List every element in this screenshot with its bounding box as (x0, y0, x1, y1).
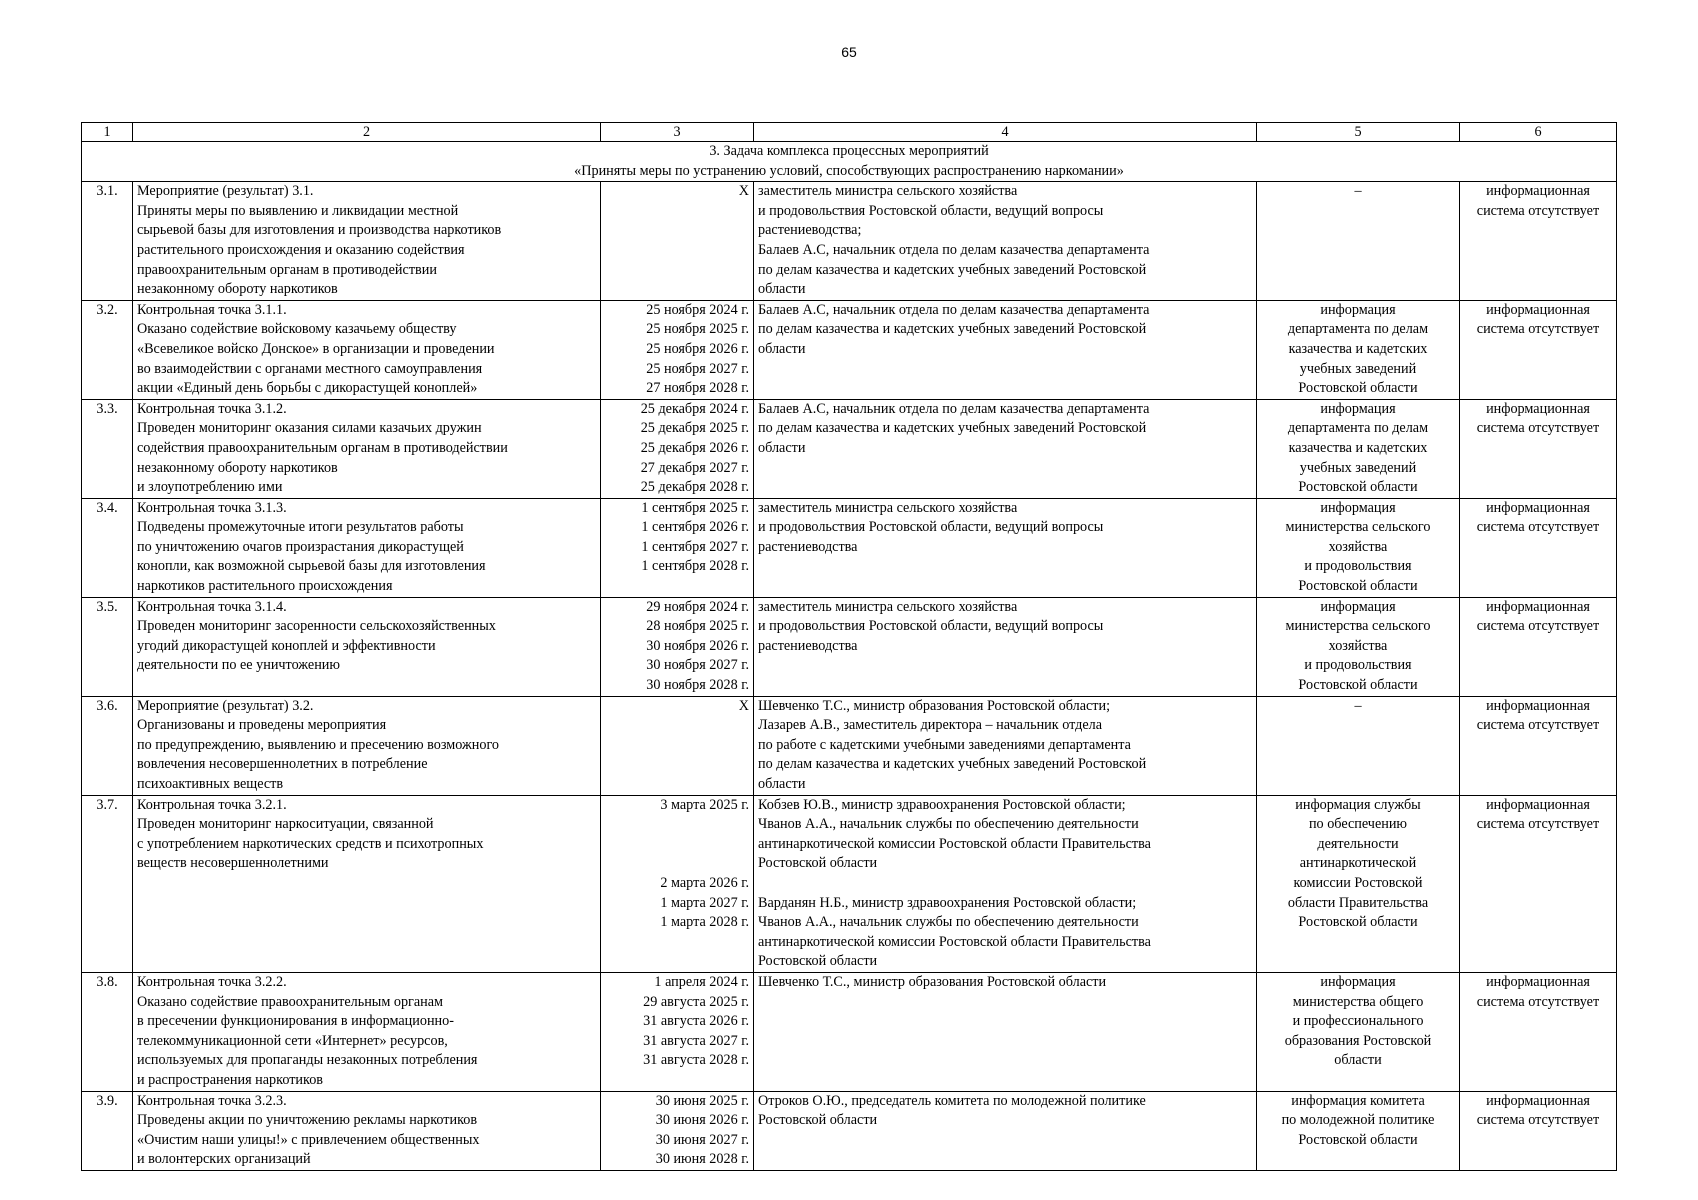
cell-line: – (1354, 183, 1362, 200)
cell-line: психоактивных веществ (137, 776, 284, 792)
information-system (1460, 972, 1617, 1091)
cell-line: области (758, 340, 806, 357)
row-number: 3.2. (82, 300, 133, 399)
cell-line: антинаркотической комиссии Ростовской области Правительства (758, 933, 1151, 950)
cell-line: казачества и кадетских (1288, 340, 1428, 357)
cell-line: Оказано содействие войсковому казачьему обществу (137, 321, 457, 338)
header-cell: 6 (1460, 123, 1617, 142)
cell-line: и продовольствия (1304, 657, 1412, 674)
cell-line: акции «Единый день борьбы с дикорастущей коноплей» (137, 380, 478, 397)
row-number: 3.8. (82, 972, 133, 1091)
deadline-dates (601, 498, 754, 597)
cell-line: 25 декабря 2025 г. (640, 420, 749, 437)
cell-line: – (1354, 697, 1362, 714)
table-row (82, 795, 1617, 972)
table-row (82, 1091, 1617, 1170)
cell-line: 28 ноября 2025 г. (646, 618, 749, 635)
cell-line: Ростовской области (758, 953, 878, 970)
table-row (82, 399, 1617, 498)
cell-line: министерства сельского (1285, 618, 1431, 635)
deadline-dates (601, 696, 754, 795)
cell-line: 1 марта 2028 г. (660, 914, 749, 931)
cell-line: Контрольная точка 3.2.1. (137, 796, 287, 813)
cell-line: информационная (1486, 400, 1590, 417)
cell-line: и волонтерских организаций (137, 1151, 311, 1168)
cell-line: во взаимодействии с органами местного самоуправления (137, 360, 483, 377)
cell-line: образования Ростовской (1284, 1032, 1432, 1049)
cell-line: 25 декабря 2026 г. (640, 439, 749, 456)
confirming-document (1257, 696, 1460, 795)
cell-line: Контрольная точка 3.1.1. (137, 301, 287, 318)
cell-line: 30 ноября 2028 г. (646, 677, 749, 694)
cell-line: Ростовской области (1298, 677, 1418, 694)
cell-line: X (738, 697, 749, 714)
table-row (82, 300, 1617, 399)
cell-line: информационная (1486, 973, 1590, 990)
cell-line: Ростовской области (1298, 578, 1418, 595)
confirming-document (1257, 182, 1460, 301)
confirming-document (1257, 300, 1460, 399)
deadline-dates (601, 1091, 754, 1170)
cell-line: «Очистим наши улицы!» с привлечением общественных (137, 1131, 480, 1148)
cell-line: и распространения наркотиков (137, 1071, 323, 1088)
cell-line: информация комитета (1291, 1092, 1425, 1109)
cell-line: 30 июня 2025 г. (655, 1092, 749, 1109)
measure-description (133, 1091, 601, 1170)
cell-line: с употреблением наркотических средств и психотропных (137, 835, 484, 852)
responsible-persons (754, 1091, 1257, 1170)
cell-line: веществ несовершеннолетними (137, 855, 329, 872)
measures-table (81, 122, 1617, 1171)
cell-line: телекоммуникационной сети «Интернет» ресурсов, (137, 1032, 448, 1049)
cell-line: по обеспечению (1308, 816, 1408, 833)
cell-line: содействия правоохранительным органам в противодействии (137, 439, 508, 456)
confirming-document (1257, 1091, 1460, 1170)
cell-line: Чванов А.А., начальник службы по обеспечению деятельности (758, 914, 1139, 931)
cell-line: министерства общего (1292, 993, 1424, 1010)
information-system (1460, 399, 1617, 498)
cell-line: 30 июня 2027 г. (655, 1131, 749, 1148)
measure-description (133, 300, 601, 399)
cell-line: Контрольная точка 3.1.2. (137, 400, 287, 417)
responsible-persons (754, 498, 1257, 597)
cell-line: 25 ноября 2026 г. (646, 340, 749, 357)
header-row (82, 123, 1617, 142)
cell-line: Чванов А.А., начальник службы по обеспечению деятельности (758, 816, 1139, 833)
table-row (82, 597, 1617, 696)
page-number: 65 (841, 44, 857, 60)
cell-line: угодий дикорастущей коноплей и эффективности (137, 637, 436, 654)
cell-line: комиссии Ростовской (1293, 874, 1423, 891)
cell-line: X (738, 183, 749, 200)
cell-line: информационная (1486, 796, 1590, 813)
row-number: 3.3. (82, 399, 133, 498)
cell-line: 27 ноября 2028 г. (646, 380, 749, 397)
cell-line: информационная (1486, 1092, 1590, 1109)
cell-line: Контрольная точка 3.2.2. (137, 973, 287, 990)
cell-line (605, 854, 749, 874)
cell-line: Проведены акции по уничтожению рекламы наркотиков (137, 1112, 478, 1129)
row-number: 3.1. (82, 182, 133, 301)
cell-line: система отсутствует (1476, 1112, 1600, 1129)
cell-line: по делам казачества и кадетских учебных заведений Ростовской (758, 261, 1147, 278)
cell-line (605, 815, 749, 835)
cell-line: информационная (1486, 499, 1590, 516)
row-number: 3.5. (82, 597, 133, 696)
cell-line: правоохранительным органам в противодействии (137, 261, 437, 278)
header-cell: 4 (754, 123, 1257, 142)
measure-description (133, 795, 601, 972)
cell-line: учебных заведений (1299, 459, 1417, 476)
cell-line: «Всевеликое войско Донское» в организации и проведении (137, 340, 495, 357)
table-row (82, 498, 1617, 597)
row-number: 3.6. (82, 696, 133, 795)
cell-line: информация (1320, 400, 1396, 417)
cell-line: система отсутствует (1476, 420, 1600, 437)
cell-line: система отсутствует (1476, 993, 1600, 1010)
cell-line: используемых для пропаганды незаконных потребления (137, 1052, 478, 1069)
cell-line: Шевченко Т.С., министр образования Ростовской области; (758, 697, 1111, 714)
cell-line: по делам казачества и кадетских учебных заведений Ростовской (758, 756, 1147, 773)
measure-description (133, 498, 601, 597)
cell-line: по делам казачества и кадетских учебных заведений Ростовской (758, 321, 1147, 338)
cell-line: 25 декабря 2028 г. (640, 479, 749, 496)
information-system (1460, 795, 1617, 972)
cell-line: 3 марта 2025 г. (660, 796, 749, 813)
cell-line: заместитель министра сельского хозяйства (758, 183, 1018, 200)
cell-line: департамента по делам (1287, 321, 1429, 338)
table-row (82, 696, 1617, 795)
cell-line: деятельности по ее уничтожению (137, 657, 341, 674)
confirming-document (1257, 597, 1460, 696)
measure-description (133, 972, 601, 1091)
confirming-document (1257, 795, 1460, 972)
information-system (1460, 597, 1617, 696)
cell-line: Кобзев Ю.В., министр здравоохранения Ростовской области; (758, 796, 1126, 813)
cell-line: система отсутствует (1476, 321, 1600, 338)
table-row (82, 182, 1617, 301)
cell-line: незаконному обороту наркотиков (137, 281, 338, 298)
information-system (1460, 498, 1617, 597)
cell-line: 30 июня 2028 г. (655, 1151, 749, 1168)
cell-line: 30 ноября 2026 г. (646, 637, 749, 654)
cell-line: Ростовской области (758, 855, 878, 872)
task-title (82, 142, 1617, 182)
deadline-dates (601, 597, 754, 696)
row-number: 3.7. (82, 795, 133, 972)
measure-description (133, 182, 601, 301)
responsible-persons (754, 597, 1257, 696)
cell-line: учебных заведений (1299, 360, 1417, 377)
header-cell: 2 (133, 123, 601, 142)
cell-line: 1 сентября 2027 г. (641, 538, 749, 555)
cell-line: информационная (1486, 183, 1590, 200)
cell-line: Ростовской области (758, 1112, 878, 1129)
cell-line: по делам казачества и кадетских учебных заведений Ростовской (758, 420, 1147, 437)
cell-line: хозяйства (1328, 637, 1388, 654)
cell-line: и продовольствия Ростовской области, ведущий вопросы (758, 519, 1104, 536)
cell-line: 1 апреля 2024 г. (654, 973, 749, 990)
cell-line: Подведены промежуточные итоги результатов работы (137, 519, 464, 536)
cell-line: вовлечения несовершеннолетних в потребление (137, 756, 428, 773)
cell-line: Мероприятие (результат) 3.1. (137, 183, 314, 200)
cell-line: Варданян Н.Б., министр здравоохранения Ростовской области; (758, 894, 1137, 911)
cell-line: области Правительства (1287, 894, 1429, 911)
cell-line: информация службы (1295, 796, 1421, 813)
cell-line: 25 декабря 2024 г. (640, 400, 749, 417)
cell-line: Проведен мониторинг наркоситуации, связанной (137, 816, 434, 833)
cell-line: 1 марта 2027 г. (660, 894, 749, 911)
deadline-dates (601, 182, 754, 301)
cell-line: информационная (1486, 697, 1590, 714)
row-number: 3.4. (82, 498, 133, 597)
cell-line: Проведен мониторинг оказания силами казачьих дружин (137, 420, 482, 437)
cell-line: Ростовской области (1298, 1131, 1418, 1148)
cell-line: 1 сентября 2025 г. (641, 499, 749, 516)
cell-line: 2 марта 2026 г. (660, 874, 749, 891)
task-title-line: 3. Задача комплекса процессных мероприятий (709, 143, 989, 159)
cell-line: 31 августа 2026 г. (643, 1013, 749, 1030)
cell-line: система отсутствует (1476, 618, 1600, 635)
cell-line: и злоупотреблению ими (137, 479, 283, 496)
cell-line: области (1334, 1052, 1382, 1069)
measure-description (133, 399, 601, 498)
cell-line: по уничтожению очагов произрастания дикорастущей (137, 538, 464, 555)
cell-line: по молодежной политике (1281, 1112, 1435, 1129)
measure-description (133, 696, 601, 795)
cell-line: в пресечении функционирования в информационно- (137, 1013, 454, 1030)
confirming-document (1257, 498, 1460, 597)
information-system (1460, 696, 1617, 795)
deadline-dates (601, 300, 754, 399)
cell-line: Ростовской области (1298, 914, 1418, 931)
table-row (82, 972, 1617, 1091)
responsible-persons (754, 972, 1257, 1091)
cell-line (758, 874, 1252, 894)
cell-line: деятельности (1317, 835, 1399, 852)
cell-line: 25 ноября 2025 г. (646, 321, 749, 338)
cell-line: антинаркотической (1299, 855, 1417, 872)
deadline-dates (601, 972, 754, 1091)
cell-line: Мероприятие (результат) 3.2. (137, 697, 314, 714)
cell-line: области (758, 776, 806, 792)
cell-line: 25 ноября 2027 г. (646, 360, 749, 377)
confirming-document (1257, 972, 1460, 1091)
cell-line: области (758, 281, 806, 298)
information-system (1460, 1091, 1617, 1170)
cell-line: Контрольная точка 3.1.4. (137, 598, 287, 615)
cell-line: Балаев А.С, начальник отдела по делам казачества департамента (758, 241, 1150, 258)
cell-line: Оказано содействие правоохранительным органам (137, 993, 444, 1010)
row-number: 3.9. (82, 1091, 133, 1170)
cell-line: система отсутствует (1476, 717, 1600, 734)
cell-line: заместитель министра сельского хозяйства (758, 499, 1018, 516)
cell-line: Ростовской области (1298, 479, 1418, 496)
cell-line: информационная (1486, 598, 1590, 615)
cell-line: по работе с кадетскими учебными заведениями департамента (758, 736, 1131, 753)
responsible-persons (754, 399, 1257, 498)
cell-line: растительного происхождения и оказанию содействия (137, 241, 465, 258)
cell-line: департамента по делам (1287, 420, 1429, 437)
cell-line: по предупреждению, выявлению и пресечению возможного (137, 736, 500, 753)
cell-line: 1 сентября 2028 г. (641, 558, 749, 575)
cell-line: информация (1320, 598, 1396, 615)
deadline-dates (601, 399, 754, 498)
cell-line: информация (1320, 301, 1396, 318)
cell-line: Организованы и проведены мероприятия (137, 717, 387, 734)
cell-line: Проведен мониторинг засоренности сельскохозяйственных (137, 618, 496, 635)
information-system (1460, 182, 1617, 301)
cell-line (605, 835, 749, 855)
measure-description (133, 597, 601, 696)
cell-line: 29 ноября 2024 г. (646, 598, 749, 615)
cell-line: 31 августа 2027 г. (643, 1032, 749, 1049)
cell-line: сырьевой базы для изготовления и производства наркотиков (137, 222, 502, 239)
cell-line: 31 августа 2028 г. (643, 1052, 749, 1069)
header-cell: 5 (1257, 123, 1460, 142)
cell-line: растениеводства (758, 538, 858, 555)
cell-line: растениеводства (758, 637, 858, 654)
cell-line: информация (1320, 973, 1396, 990)
responsible-persons (754, 300, 1257, 399)
cell-line: Контрольная точка 3.2.3. (137, 1092, 287, 1109)
cell-line: казачества и кадетских (1288, 439, 1428, 456)
cell-line: 30 ноября 2027 г. (646, 657, 749, 674)
responsible-persons (754, 696, 1257, 795)
cell-line: 30 июня 2026 г. (655, 1112, 749, 1129)
cell-line: Ростовской области (1298, 380, 1418, 397)
cell-line: Контрольная точка 3.1.3. (137, 499, 287, 516)
cell-line: Балаев А.С, начальник отдела по делам казачества департамента (758, 400, 1150, 417)
task-row (82, 142, 1617, 182)
cell-line: антинаркотической комиссии Ростовской области Правительства (758, 835, 1151, 852)
cell-line: Лазарев А.В., заместитель директора – начальник отдела (758, 717, 1103, 734)
responsible-persons (754, 795, 1257, 972)
header-cell: 3 (601, 123, 754, 142)
cell-line: растениеводства; (758, 222, 862, 239)
cell-line: 27 декабря 2027 г. (640, 459, 749, 476)
cell-line: и продовольствия (1304, 558, 1412, 575)
header-cell: 1 (82, 123, 133, 142)
information-system (1460, 300, 1617, 399)
cell-line: информационная (1486, 301, 1590, 318)
cell-line: наркотиков растительного происхождения (137, 578, 393, 595)
cell-line: система отсутствует (1476, 519, 1600, 536)
cell-line: министерства сельского (1285, 519, 1431, 536)
cell-line: система отсутствует (1476, 202, 1600, 219)
cell-line: Отроков О.Ю., председатель комитета по молодежной политике (758, 1092, 1146, 1109)
cell-line: незаконному обороту наркотиков (137, 459, 338, 476)
task-title-line: «Приняты меры по устранению условий, способствующих распространению наркомании» (574, 162, 1124, 179)
cell-line: и продовольствия Ростовской области, ведущий вопросы (758, 202, 1104, 219)
cell-line: и профессионального (1292, 1013, 1424, 1030)
cell-line: система отсутствует (1476, 816, 1600, 833)
cell-line: хозяйства (1328, 538, 1388, 555)
confirming-document (1257, 399, 1460, 498)
cell-line: и продовольствия Ростовской области, ведущий вопросы (758, 618, 1104, 635)
cell-line: Шевченко Т.С., министр образования Ростовской области (758, 973, 1107, 990)
cell-line: Приняты меры по выявлению и ликвидации местной (137, 202, 459, 219)
responsible-persons (754, 182, 1257, 301)
cell-line: 29 августа 2025 г. (643, 993, 749, 1010)
cell-line: 1 сентября 2026 г. (641, 519, 749, 536)
deadline-dates (601, 795, 754, 972)
cell-line: 25 ноября 2024 г. (646, 301, 749, 318)
cell-line: конопли, как возможной сырьевой базы для изготовления (137, 558, 486, 575)
cell-line: Балаев А.С, начальник отдела по делам казачества департамента (758, 301, 1150, 318)
cell-line: заместитель министра сельского хозяйства (758, 598, 1018, 615)
cell-line: информация (1320, 499, 1396, 516)
cell-line: области (758, 439, 806, 456)
